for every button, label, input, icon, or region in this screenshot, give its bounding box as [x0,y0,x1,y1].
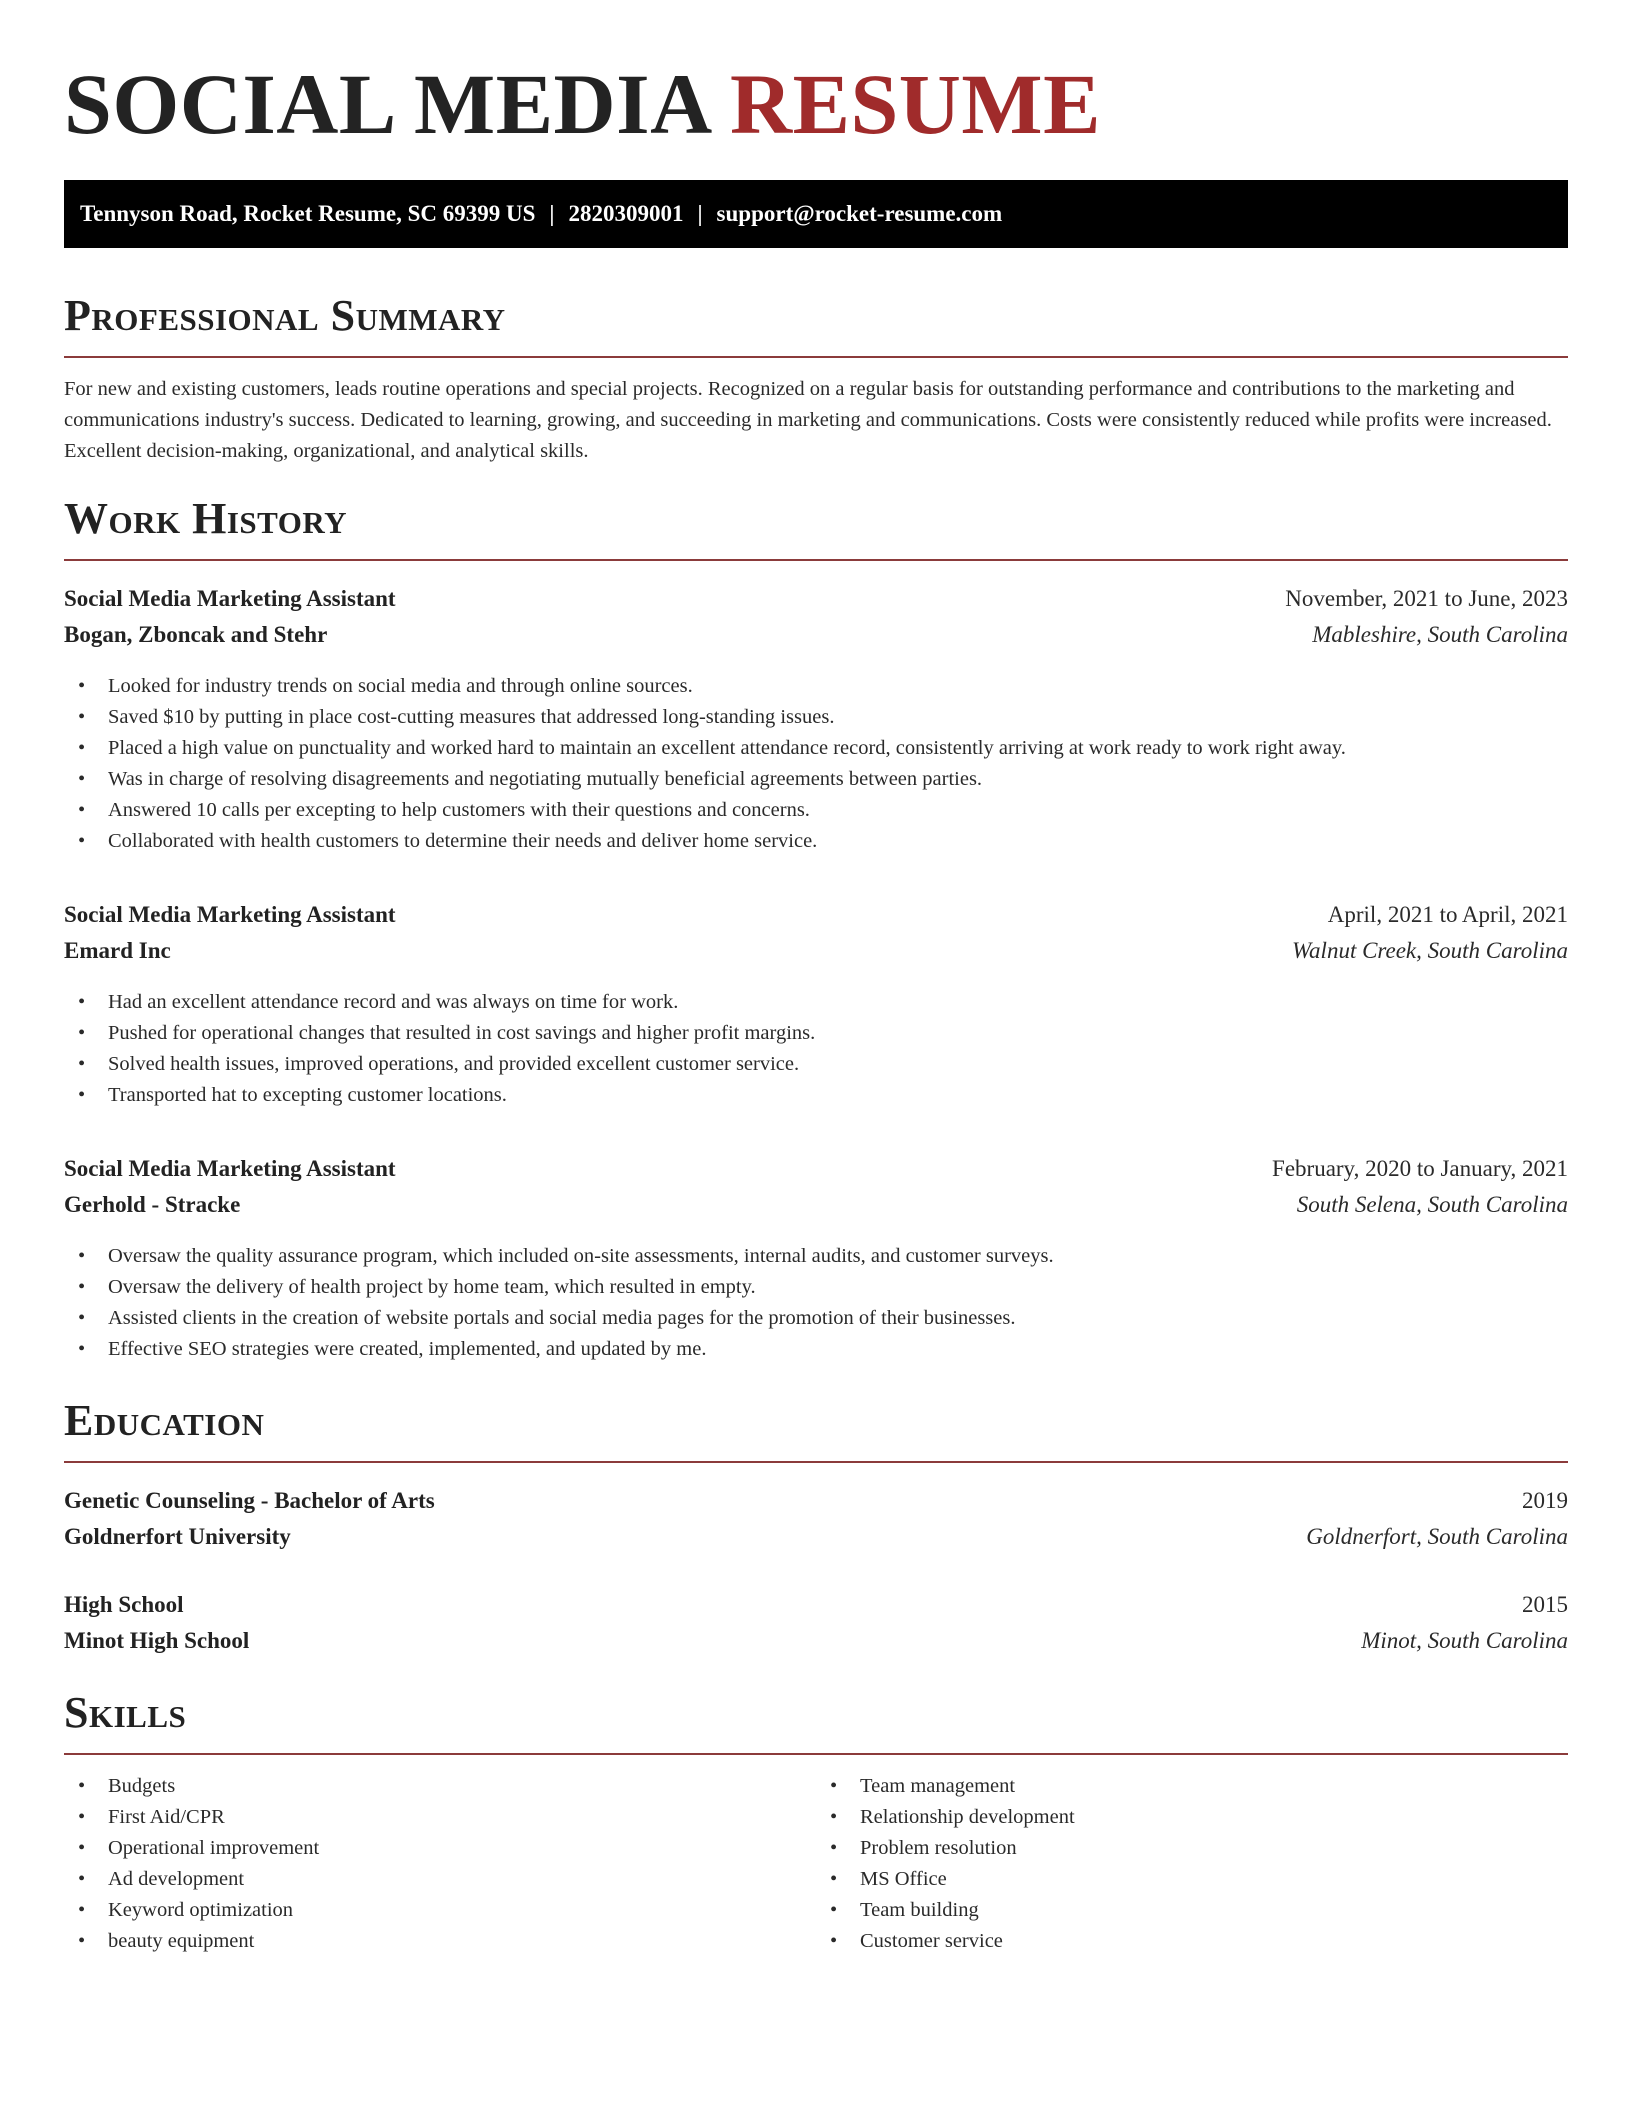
bullet-icon: • [78,1868,86,1890]
bullet-icon: • [830,1930,838,1952]
bullet-icon: • [830,1837,838,1859]
section-divider [64,1753,1568,1755]
job-location: Mableshire, South Carolina [1312,622,1568,647]
bullet-icon: • [830,1806,838,1828]
list-item: • Effective SEO strategies were created, implemented, and updated by me. [78,1334,1568,1365]
bullet-icon: • [78,675,86,697]
job-dates: November, 2021 to June, 2023 [1285,586,1568,611]
bullet-icon: • [78,799,86,821]
bullet-icon: • [78,1053,86,1075]
job-title: Social Media Marketing Assistant [64,586,396,611]
bullet-icon: • [78,737,86,759]
skill-item: • Budgets [78,1771,816,1802]
job-dates: April, 2021 to April, 2021 [1327,902,1568,927]
bullet-icon: • [78,706,86,728]
work-entry [64,1151,1568,1365]
section-divider [64,1461,1568,1463]
company-name: Gerhold - Stracke [64,1192,241,1217]
skills-list [64,1771,1568,1957]
education-entry [64,1483,1568,1555]
bullet-icon: • [830,1899,838,1921]
bullet-icon: • [78,991,86,1013]
title-accent: RESUME [730,56,1101,152]
skill-item: • Problem resolution [830,1833,1568,1864]
contact-phone: 2820309001 [568,201,684,226]
section-divider [64,356,1568,358]
bullet-icon: • [78,1775,86,1797]
work-entry [64,581,1568,857]
list-item: • Placed a high value on punctuality and worked hard to maintain an excellent attendance record, consistently arriving at work ready to work right away. [78,733,1568,764]
list-item: • Was in charge of resolving disagreements and negotiating mutually beneficial agreements between parties. [78,764,1568,795]
job-location: South Selena, South Carolina [1296,1192,1568,1217]
job-bullets [64,987,1568,1111]
list-item: • Oversaw the quality assurance program, which included on-site assessments, internal audits, and customer surveys. [78,1241,1568,1272]
job-title: Social Media Marketing Assistant [64,902,396,927]
skill-item: • Operational improvement [78,1833,816,1864]
skills-heading: Skills [64,1688,187,1737]
degree-name: Genetic Counseling - Bachelor of Arts [64,1488,435,1513]
contact-address: Tennyson Road, Rocket Resume, SC 69399 US [80,201,536,226]
bullet-icon: • [78,1307,86,1329]
list-item: • Assisted clients in the creation of website portals and social media pages for the promotion of their businesses. [78,1303,1568,1334]
bullet-icon: • [78,830,86,852]
contact-bar [64,180,1568,248]
skill-item: • First Aid/CPR [78,1802,816,1833]
skill-item: • MS Office [830,1864,1568,1895]
education-entry [64,1587,1568,1659]
job-title: Social Media Marketing Assistant [64,1156,396,1181]
list-item: • Collaborated with health customers to determine their needs and deliver home service. [78,826,1568,857]
list-item: • Pushed for operational changes that resulted in cost savings and higher profit margins. [78,1018,1568,1049]
bullet-icon: • [830,1775,838,1797]
job-bullets [64,1241,1568,1365]
school-name: Goldnerfort University [64,1524,291,1549]
bullet-icon: • [78,1245,86,1267]
education-heading: Education [64,1396,265,1445]
contact-email: support@rocket-resume.com [716,201,1003,226]
skill-item: • Ad development [78,1864,816,1895]
resume-title [64,0,1568,152]
list-item: • Transported hat to excepting customer locations. [78,1080,1568,1111]
skill-item: • Team management [830,1771,1568,1802]
graduation-year: 2015 [1522,1592,1568,1617]
job-location: Walnut Creek, South Carolina [1292,938,1568,963]
skill-item: • Keyword optimization [78,1895,816,1926]
list-item: • Oversaw the delivery of health project by home team, which resulted in empty. [78,1272,1568,1303]
skills-column-left [64,1771,816,1957]
company-name: Bogan, Zboncak and Stehr [64,622,328,647]
bullet-icon: • [78,768,86,790]
skill-item: • Team building [830,1895,1568,1926]
degree-name: High School [64,1592,184,1617]
bullet-icon: • [78,1899,86,1921]
section-divider [64,559,1568,561]
summary-heading: Professional Summary [64,291,506,340]
graduation-year: 2019 [1522,1488,1568,1513]
contact-separator: | [697,201,703,226]
job-bullets [64,671,1568,857]
school-location: Goldnerfort, South Carolina [1306,1524,1568,1549]
skill-item: • beauty equipment [78,1926,816,1957]
bullet-icon: • [78,1338,86,1360]
bullet-icon: • [78,1276,86,1298]
title-main: SOCIAL MEDIA [64,56,708,152]
job-dates: February, 2020 to January, 2021 [1272,1156,1568,1181]
skill-item: • Customer service [830,1926,1568,1957]
list-item: • Had an excellent attendance record and was always on time for work. [78,987,1568,1018]
work-history-heading: Work History [64,494,348,543]
bullet-icon: • [78,1806,86,1828]
list-item: • Answered 10 calls per excepting to help customers with their questions and concerns. [78,795,1568,826]
bullet-icon: • [78,1022,86,1044]
contact-separator: | [549,201,555,226]
company-name: Emard Inc [64,938,171,963]
skills-column-right [816,1771,1568,1957]
skill-item: • Relationship development [830,1802,1568,1833]
bullet-icon: • [830,1868,838,1890]
summary-text: For new and existing customers, leads routine operations and special projects. Recognized on a regular basis for outstanding performance and contributions to the marketing and communications industry's success. Dedicated to learning, growing, and succeeding in marketing and communications. Costs were consistently reduced while profits were increased. Excellent decision-making, organizational, and analytical skills. [64,378,1552,462]
bullet-icon: • [78,1084,86,1106]
school-name: Minot High School [64,1628,250,1653]
list-item: • Solved health issues, improved operations, and provided excellent customer service. [78,1049,1568,1080]
bullet-icon: • [78,1930,86,1952]
list-item: • Looked for industry trends on social media and through online sources. [78,671,1568,702]
bullet-icon: • [78,1837,86,1859]
list-item: • Saved $10 by putting in place cost-cutting measures that addressed long-standing issues. [78,702,1568,733]
school-location: Minot, South Carolina [1361,1628,1568,1653]
work-entry [64,897,1568,1111]
